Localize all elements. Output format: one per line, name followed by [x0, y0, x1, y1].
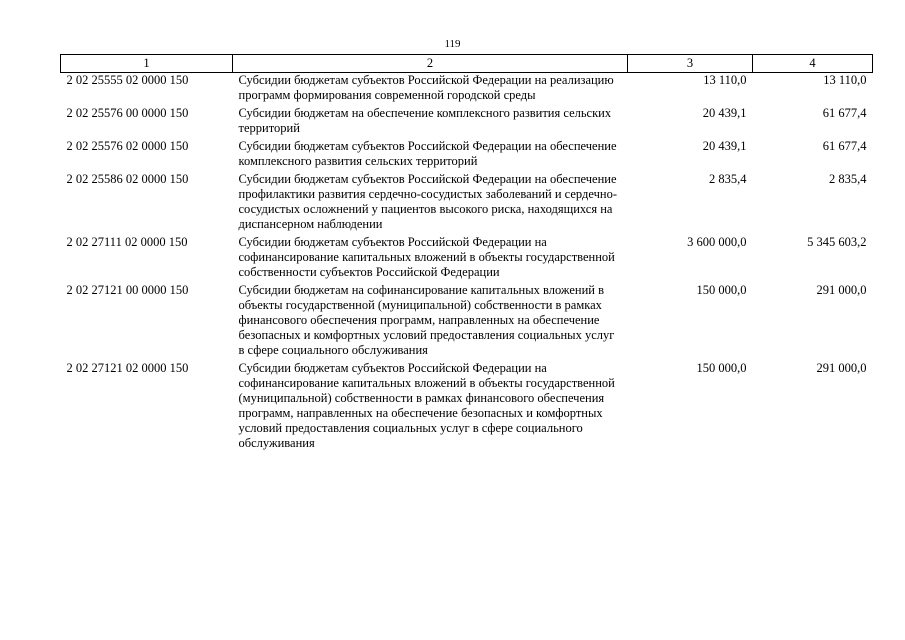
row-value-col4: 291 000,0	[816, 283, 867, 297]
row-value-col4: 291 000,0	[816, 361, 867, 375]
column-header-3: 3	[628, 55, 753, 73]
row-description: Субсидии бюджетам субъектов Российской Федерации на обеспечение профилактики развития сердечно-сосудистых заболеваний и сердечно-сосудистых осложнений у пациентов высокого риска, находящихся на диспансерном наблюдении	[238, 172, 618, 231]
header-row	[61, 55, 873, 73]
row-value-col3: 150 000,0	[696, 283, 747, 297]
row-value-col3: 150 000,0	[696, 361, 747, 375]
table-row	[61, 139, 873, 172]
row-code: 2 02 25576 02 0000 150	[66, 139, 189, 153]
table-row	[61, 73, 873, 107]
table-row	[61, 172, 873, 235]
row-value-col4: 61 677,4	[822, 139, 867, 153]
row-description: Субсидии бюджетам субъектов Российской Федерации на софинансирование капитальных вложений в объекты государственной собственности субъектов Российской Федерации	[238, 235, 615, 279]
row-description: Субсидии бюджетам на софинансирование капитальных вложений в объекты государственной (муниципальной) собственности в рамках финансового обеспечения программ, направленных на обеспечение безопасных и комфортных условий предоставления социальных услуг в сфере социального обслуживания	[238, 283, 615, 357]
row-description: Субсидии бюджетам на обеспечение комплексного развития сельских территорий	[238, 106, 612, 135]
row-code: 2 02 25576 00 0000 150	[66, 106, 189, 120]
row-value-col3: 20 439,1	[702, 139, 747, 153]
row-description: Субсидии бюджетам субъектов Российской Федерации на обеспечение комплексного развития сельских территорий	[238, 139, 617, 168]
row-code: 2 02 27121 02 0000 150	[66, 361, 189, 375]
row-value-col3: 20 439,1	[702, 106, 747, 120]
budget-table	[60, 54, 873, 454]
row-value-col4: 13 110,0	[823, 73, 867, 87]
row-code: 2 02 27121 00 0000 150	[66, 283, 189, 297]
row-value-col3: 13 110,0	[703, 73, 747, 87]
table-row	[61, 106, 873, 139]
row-value-col3: 3 600 000,0	[687, 235, 747, 249]
row-code: 2 02 27111 02 0000 150	[66, 235, 188, 249]
column-header-2: 2	[233, 55, 628, 73]
row-code: 2 02 25555 02 0000 150	[66, 73, 189, 87]
row-value-col4: 5 345 603,2	[807, 235, 867, 249]
row-code: 2 02 25586 02 0000 150	[66, 172, 189, 186]
row-value-col4: 61 677,4	[822, 106, 867, 120]
column-header-1: 1	[61, 55, 233, 73]
table-row	[61, 361, 873, 454]
row-value-col4: 2 835,4	[829, 172, 867, 186]
row-value-col3: 2 835,4	[709, 172, 747, 186]
page-number: 119	[444, 38, 461, 50]
table-row	[61, 235, 873, 283]
table-row	[61, 283, 873, 361]
row-description: Субсидии бюджетам субъектов Российской Федерации на реализацию программ формирования современной городской среды	[238, 73, 614, 102]
column-header-4: 4	[753, 55, 873, 73]
row-description: Субсидии бюджетам субъектов Российской Федерации на софинансирование капитальных вложений в объекты государственной (муниципальной) собственности в рамках финансового обеспечения программ, направленных на обеспечение безопасных и комфортных условий предоставления социальных услуг в сфере социального обслуживания	[238, 361, 615, 450]
